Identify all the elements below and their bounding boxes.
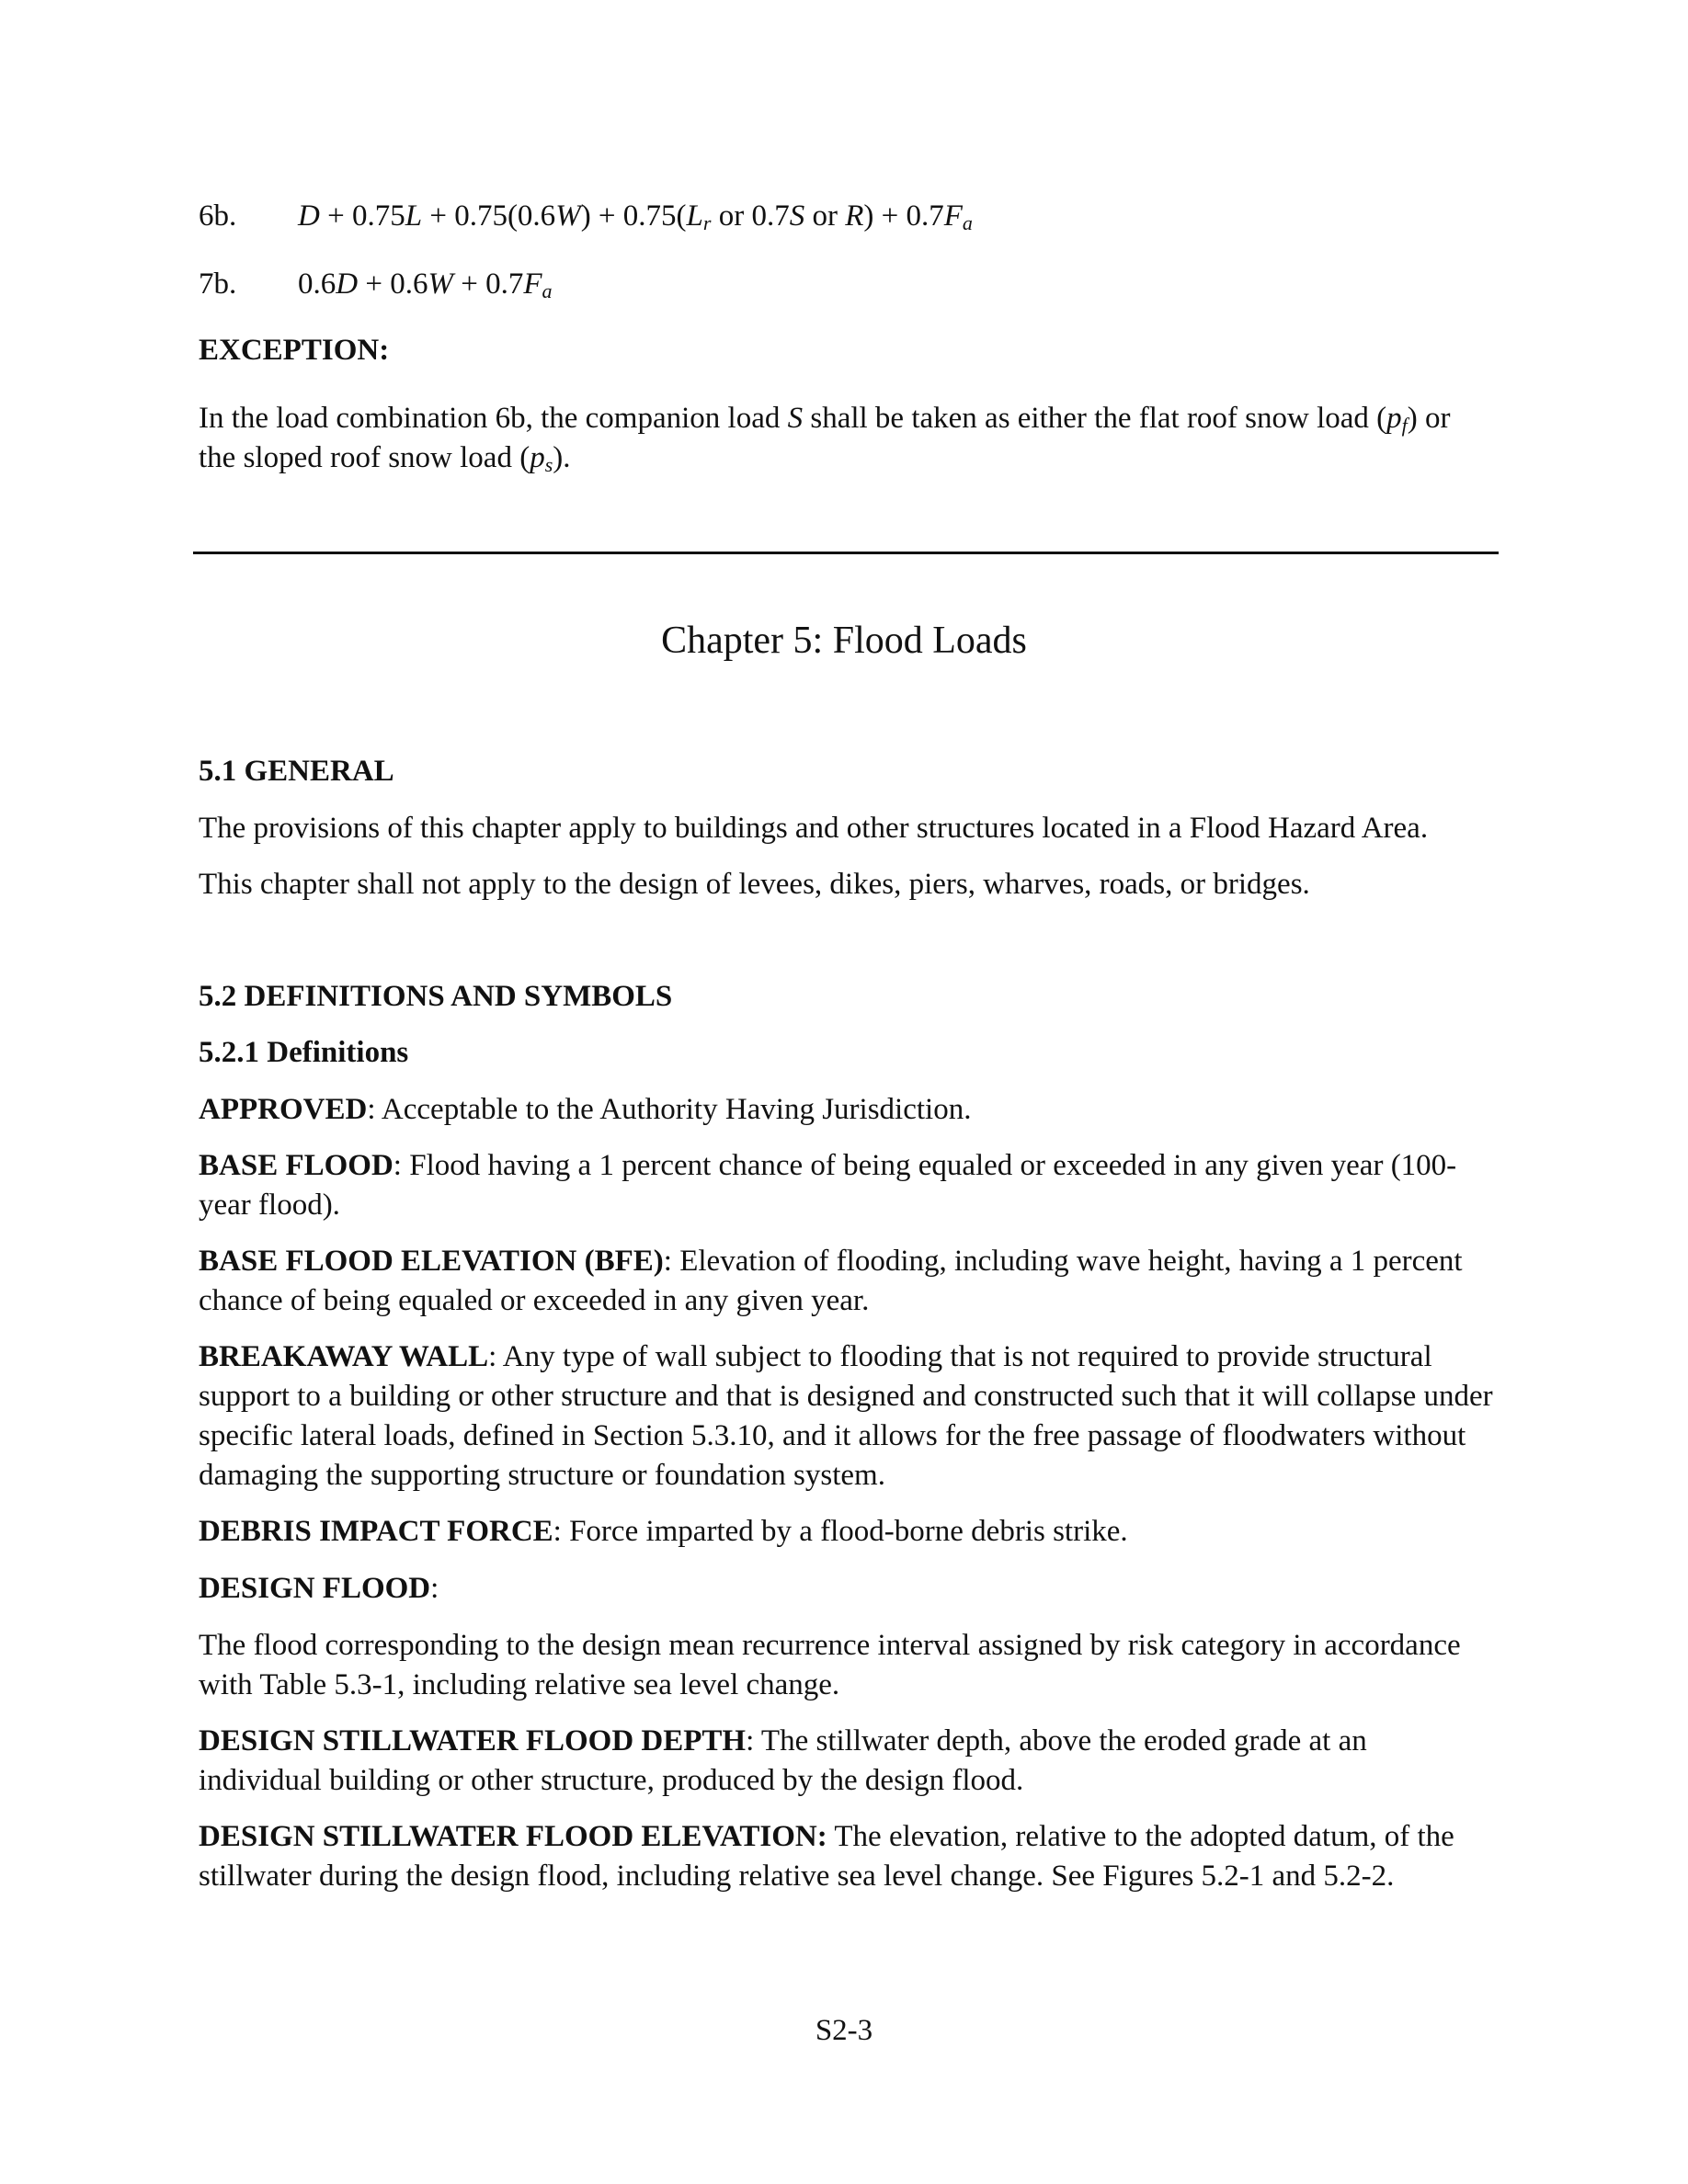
eq-subscript: r: [702, 211, 712, 234]
definition-term: DEBRIS IMPACT FORCE: [199, 1515, 553, 1548]
paragraph: The provisions of this chapter apply to buildings and other structures located in a Flood Hazard Area.: [199, 812, 1429, 845]
equation-6b: [199, 197, 973, 236]
subscript: f: [1401, 414, 1408, 437]
eq-term: + 0.7: [452, 267, 524, 301]
exception-text: [199, 399, 1495, 478]
eq-term: + 0.75(0.6: [422, 199, 556, 233]
definition-separator: :: [553, 1515, 562, 1548]
definition-separator: :: [746, 1724, 755, 1757]
page-number: S2-3: [815, 2014, 873, 2047]
text-run: In the load combination 6b, the companion load: [199, 402, 788, 435]
eq-term: W: [555, 199, 581, 233]
section-heading-5-2: 5.2 DEFINITIONS AND SYMBOLS: [199, 980, 673, 1013]
definition-term: DESIGN STILLWATER FLOOD DEPTH: [199, 1724, 747, 1757]
definition-bfe: [199, 1242, 1495, 1321]
eq-term: F: [523, 267, 542, 301]
definition-text: Any type of wall subject to flooding that is not required to provide structural support to a building or other structure and that is designed and constructed such that it will collapse under specific lateral loads, defined in Section 5.3.10, and it allows for the free passage of floodwaters without damaging the supporting structure or foundation system.: [199, 1340, 1493, 1492]
text-run: p: [530, 441, 545, 474]
definition-term: BASE FLOOD: [199, 1149, 393, 1182]
eq-term: D: [336, 267, 359, 301]
definition-approved: [199, 1090, 1495, 1130]
text-run: p: [1386, 402, 1402, 435]
eq-term: + 0.6: [358, 267, 428, 301]
text-run: ).: [553, 441, 571, 474]
eq-term: D: [298, 199, 320, 233]
eq-term: or: [804, 199, 846, 233]
definition-text: The elevation, relative to the adopted datum, of the stillwater during the design flood, including relative sea level change. See Figures 5.2-1 and 5.2-2.: [199, 1820, 1454, 1893]
chapter-title: Chapter 5: Flood Loads: [661, 620, 1027, 662]
definition-design-flood-text: [199, 1626, 1495, 1705]
eq-term: W: [428, 267, 453, 301]
definition-term: DESIGN FLOOD: [199, 1572, 431, 1605]
equation-7b: [199, 265, 553, 304]
definition-text: The flood corresponding to the design mean recurrence interval assigned by risk category in accordance with Table 5.3-1, including relative sea level change.: [199, 1629, 1461, 1701]
eq-term: or 0.7: [711, 199, 790, 233]
definition-separator: :: [393, 1149, 402, 1182]
eq-term: S: [789, 199, 805, 233]
eq-term: F: [943, 199, 963, 233]
eq-term: ) + 0.75(: [580, 199, 687, 233]
definition-term: DESIGN STILLWATER FLOOD ELEVATION:: [199, 1820, 827, 1853]
definition-text: Flood having a 1 percent chance of being equaled or exceeded in any given year (100-year flood).: [199, 1149, 1457, 1222]
eq-term: 0.6: [298, 267, 336, 301]
eq-term: + 0.75: [319, 199, 405, 233]
definition-separator: :: [488, 1340, 497, 1373]
eq-term: ) + 0.7: [863, 199, 944, 233]
paragraph: This chapter shall not apply to the design of levees, dikes, piers, wharves, roads, or bridges.: [199, 868, 1310, 901]
definition-design-stillwater-flood-depth: [199, 1722, 1495, 1801]
subscript: s: [544, 453, 553, 476]
definition-term: APPROVED: [199, 1093, 368, 1126]
section-heading-5-1: 5.1 GENERAL: [199, 755, 394, 788]
horizontal-divider: [193, 552, 1499, 554]
equation-number: 7b.: [199, 267, 237, 301]
text-run: shall be taken as either the flat roof snow load (: [803, 402, 1387, 435]
eq-subscript: a: [542, 279, 553, 302]
definition-breakaway-wall: [199, 1337, 1495, 1496]
definition-text: Acceptable to the Authority Having Jurisdiction.: [375, 1093, 972, 1126]
definition-debris-impact-force: [199, 1512, 1495, 1552]
equation-number: 6b.: [199, 199, 237, 233]
definition-term: BREAKAWAY WALL: [199, 1340, 489, 1373]
subsection-heading-5-2-1: 5.2.1 Definitions: [199, 1036, 409, 1069]
definition-base-flood: [199, 1146, 1495, 1225]
definition-separator: :: [663, 1245, 672, 1278]
definition-design-stillwater-flood-elevation: [199, 1817, 1495, 1896]
definition-text: The stillwater depth, above the eroded grade at an individual building or other structure, produced by the design flood.: [199, 1724, 1367, 1797]
text-run: S: [787, 402, 804, 435]
definition-term: BASE FLOOD ELEVATION (BFE): [199, 1245, 664, 1278]
definition-text: Force imparted by a flood-borne debris strike.: [561, 1515, 1128, 1548]
exception-heading: EXCEPTION:: [199, 334, 390, 367]
definition-design-flood: [199, 1569, 1495, 1609]
eq-subscript: a: [962, 211, 973, 234]
eq-term: L: [686, 199, 703, 233]
eq-term: L: [405, 199, 423, 233]
text-run: ) or the sloped roof snow load (: [199, 402, 1451, 474]
definition-separator: :: [367, 1093, 376, 1126]
eq-term: R: [845, 199, 864, 233]
definition-separator: :: [430, 1572, 439, 1605]
definition-text: Elevation of flooding, including wave height, having a 1 percent chance of being equaled or exceeded in any given year.: [199, 1245, 1463, 1317]
